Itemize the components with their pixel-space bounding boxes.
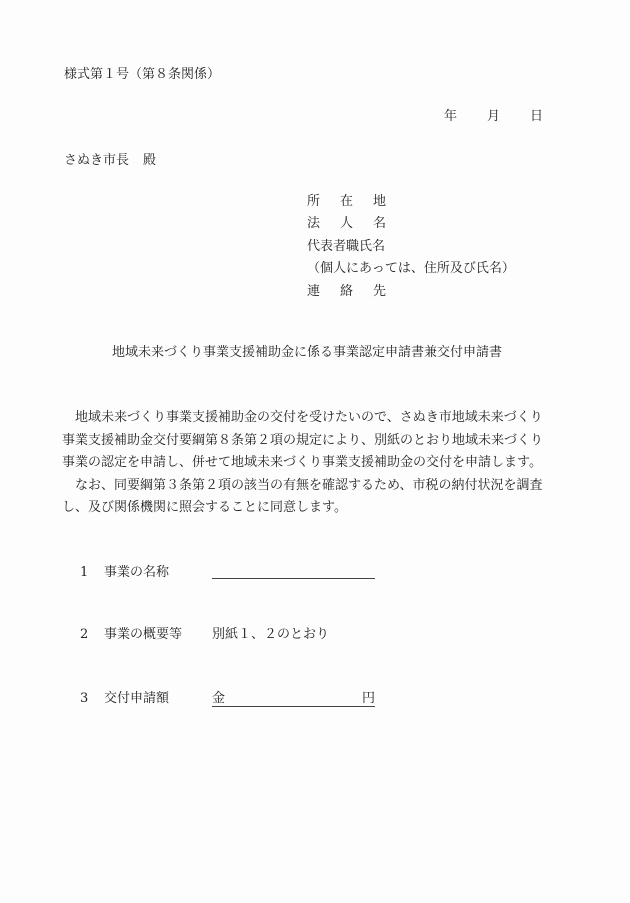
body-line: 地域未来づくり事業支援補助金の交付を受けたいので、さぬき市地域未来づくり [62,410,543,425]
document-title: 地域未来づくり事業支援補助金に係る事業認定申請書兼交付申請書 [112,345,503,360]
item-number: 3 [80,691,89,706]
amount-prefix: 金 [212,691,226,706]
item-project-overview [80,628,329,641]
address-label: 所在地 [307,194,407,209]
contact-label: 連絡先 [307,283,407,299]
body-text [62,407,562,520]
month-label: 月 [487,109,501,124]
item-number: 2 [80,627,89,642]
grant-amount-field[interactable] [212,692,375,707]
form-number: 様式第１号（第８条関係） [64,67,221,82]
item-label: 事業の概要等 [104,627,183,642]
item-project-name [80,564,375,579]
body-line: 事業支援補助金交付要綱第８条第２項の規定により、別紙のとおり地域未来づくり [62,432,544,448]
item-number: 1 [80,565,89,580]
corporation-name-label: 法人名 [307,216,407,232]
amount-suffix: 円 [361,691,375,706]
project-name-field[interactable] [212,564,375,579]
project-overview-value: 別紙１、２のとおり [212,627,330,642]
individual-note: （個人にあっては、住所及び氏名） [307,261,515,277]
date-row [444,110,543,123]
item-label: 交付申請額 [104,691,170,706]
body-line: 事業の認定を申請し、併せて地域未来づくり事業支援補助金の交付を申請します。 [62,455,542,470]
year-label: 年 [444,109,458,124]
day-label: 日 [530,109,544,124]
addressee-honorific: 殿 [143,153,157,168]
item-label: 事業の名称 [104,565,170,580]
addressee-name: さぬき市長 [64,153,130,168]
representative-label: 代表者職氏名 [307,238,386,254]
addressee [64,154,156,167]
body-line: し、及び関係機関に照会することに同意します。 [62,500,347,515]
body-line: なお、同要綱第３条第２項の該当の有無を確認するため、市税の納付状況を調査 [62,477,543,493]
item-grant-amount [80,692,375,707]
applicant-block [307,195,515,307]
